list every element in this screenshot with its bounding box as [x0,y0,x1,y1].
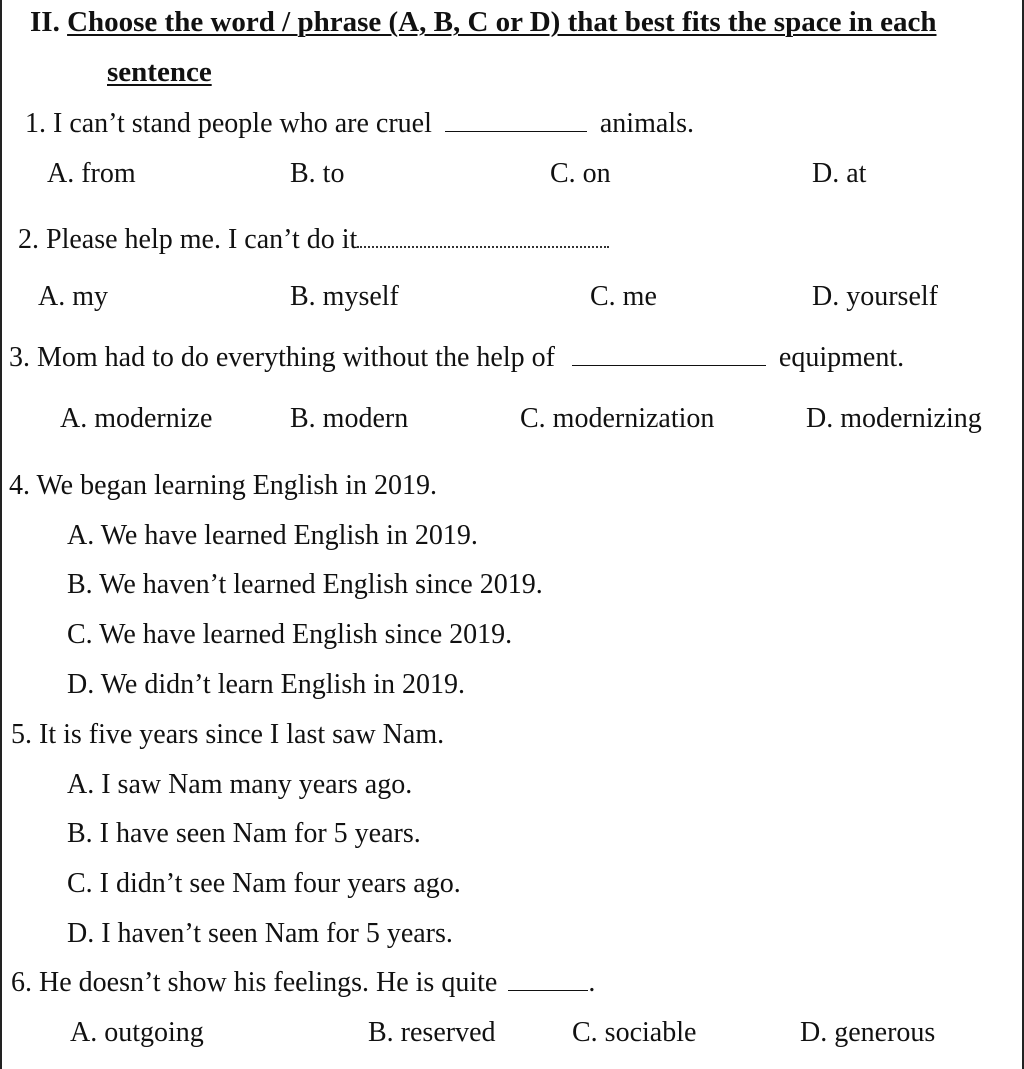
question-1 [25,110,694,138]
question-number: 6. [11,967,32,998]
option-5c: C. I didn’t see Nam four years ago. [67,868,461,899]
question-stem-end: animals. [599,108,694,139]
question-number: 3. [9,342,30,373]
question-stem-end: . [588,967,596,998]
page-border-left [0,0,2,1069]
option-1d: D. at [812,158,867,189]
section-heading [30,8,937,37]
question-stem: Please help me. I can’t do it [46,224,358,255]
question-6 [11,969,595,997]
option-1b: B. to [290,158,345,189]
question-stem: Mom had to do everything without the help of [37,342,555,373]
question-stem: I can’t stand people who are cruel [53,108,432,139]
option-3b: B. modern [290,403,409,434]
question-5 [11,721,444,749]
option-1a: A. from [47,158,136,189]
answer-blank [445,111,587,132]
option-6c: C. sociable [572,1017,697,1048]
option-5d: D. I haven’t seen Nam for 5 years. [67,918,453,949]
answer-blank-dotted [357,226,609,248]
option-3c: C. modernization [520,403,715,434]
question-number: 5. [11,719,32,750]
question-number: 2. [18,224,39,255]
option-6d: D. generous [800,1017,936,1048]
option-6a: A. outgoing [70,1017,204,1048]
option-2b: B. myself [290,281,399,312]
answer-blank [508,970,588,991]
question-4 [9,472,437,500]
question-number: 4. [9,470,30,501]
question-stem: We began learning English in 2019. [36,470,438,501]
question-3 [9,344,904,372]
option-6b: B. reserved [368,1017,496,1048]
option-4a: A. We have learned English in 2019. [67,520,478,551]
option-3a: A. modernize [60,403,213,434]
option-2a: A. my [38,281,108,312]
option-5b: B. I have seen Nam for 5 years. [67,818,421,849]
option-4b: B. We haven’t learned English since 2019. [67,569,543,600]
section-title-line1: Choose the word / phrase (A, B, C or D) that best fits the space in each [67,6,937,38]
question-stem: He doesn’t show his feelings. He is quite [39,967,498,998]
option-4d: D. We didn’t learn English in 2019. [67,669,466,700]
option-2c: C. me [590,281,657,312]
section-number: II. [30,6,60,38]
answer-blank [572,345,766,366]
option-4c: C. We have learned English since 2019. [67,619,513,650]
option-5a: A. I saw Nam many years ago. [67,769,413,800]
section-title-line2: sentence [107,56,212,88]
question-2 [18,226,609,254]
question-stem-end: equipment. [778,342,905,373]
option-2d: D. yourself [812,281,938,312]
option-1c: C. on [550,158,611,189]
option-3d: D. modernizing [806,403,982,434]
question-stem: It is five years since I last saw Nam. [39,719,445,750]
question-number: 1. [25,108,46,139]
